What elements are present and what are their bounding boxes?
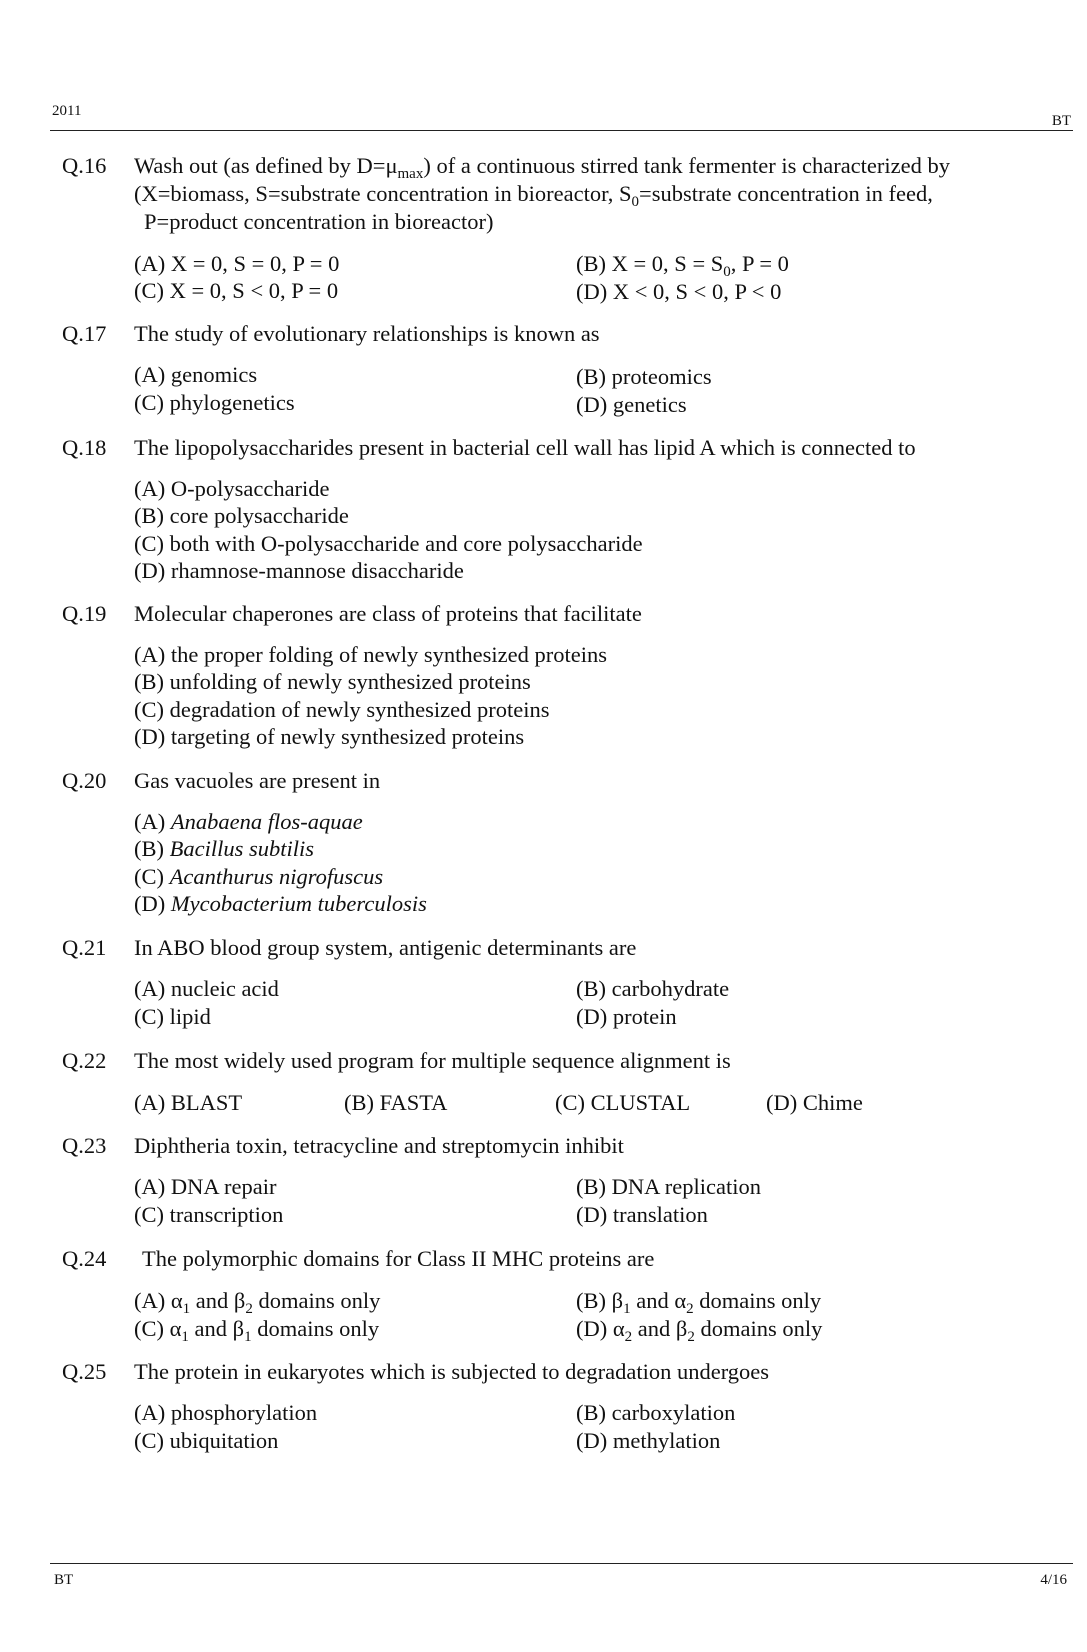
header-rule <box>50 130 1073 131</box>
option-c: (C) phylogenetics <box>134 390 295 415</box>
species-name: Anabaena flos-aquae <box>170 809 363 834</box>
question-number: Q.23 <box>62 1133 107 1158</box>
text-part: (B) X = 0, S = S <box>576 251 724 276</box>
option-c: (C) X = 0, S < 0, P = 0 <box>134 278 339 303</box>
question-text: The polymorphic domains for Class II MHC proteins are <box>142 1246 655 1271</box>
option-b: (B) carbohydrate <box>576 976 730 1001</box>
question-text: The protein in eukaryotes which is subjected to degradation undergoes <box>134 1359 770 1384</box>
option-d: (D) rhamnose-mannose disaccharide <box>134 558 464 583</box>
text-part: domains only <box>694 1316 823 1341</box>
species-name: Acanthurus nigrofuscus <box>169 864 384 889</box>
text-part: domains only <box>693 1288 822 1313</box>
question-number: Q.20 <box>62 768 107 793</box>
option-d: (D) X < 0, S < 0, P < 0 <box>576 279 782 304</box>
page-number: 4/16 <box>1040 1572 1067 1588</box>
option-a: (A) O-polysaccharide <box>134 476 330 501</box>
option-a: (A) nucleic acid <box>134 976 279 1001</box>
text-part: (A) α <box>134 1288 183 1313</box>
option-d: (D) Chime <box>766 1090 863 1115</box>
subscript: 2 <box>245 1301 253 1317</box>
question-number: Q.16 <box>62 153 107 178</box>
text-part: and β <box>190 1288 246 1313</box>
text-part: (X=biomass, S=substrate concentration in bioreactor, S <box>134 181 632 206</box>
option-d: (D) methylation <box>576 1428 721 1453</box>
subscript: 2 <box>624 1329 633 1345</box>
footer-rule <box>50 1563 1073 1564</box>
text-part: ) of a continuous stirred tank fermenter is characterized by <box>423 153 950 178</box>
question-number: Q.19 <box>62 601 107 626</box>
question-number: Q.22 <box>62 1048 107 1073</box>
option-a: (A) X = 0, S = 0, P = 0 <box>134 251 340 276</box>
question-text: In ABO blood group system, antigenic determinants are <box>134 935 637 960</box>
option-label: (A) <box>134 809 171 834</box>
header-code: BT <box>1051 113 1071 129</box>
text-part: Wash out (as defined by D=μ <box>134 153 398 178</box>
option-a: (A) the proper folding of newly synthesized proteins <box>134 642 608 667</box>
text-part: and β <box>188 1316 245 1341</box>
subscript: max <box>397 166 424 182</box>
species-name: Bacillus subtilis <box>169 836 315 861</box>
subscript: 1 <box>181 1329 189 1345</box>
text-part: (D) α <box>576 1316 625 1341</box>
option-b: (B) proteomics <box>576 364 712 389</box>
subscript: 0 <box>723 264 731 280</box>
header-year: 2011 <box>52 103 82 119</box>
option-label: (B) <box>134 836 170 861</box>
question-number: Q.25 <box>62 1359 107 1384</box>
option-c: (C) ubiquitation <box>134 1428 279 1453</box>
footer-code: BT <box>54 1572 74 1588</box>
text-part: domains only <box>252 1288 381 1313</box>
option-a: (A) DNA repair <box>134 1174 277 1199</box>
option-d: (D) genetics <box>576 392 687 417</box>
option-d <box>576 1315 822 1343</box>
text-part: domains only <box>251 1316 380 1341</box>
subscript: 2 <box>686 1301 694 1317</box>
option-b: (B) FASTA <box>344 1090 448 1115</box>
option-a <box>134 1287 380 1315</box>
option-c: (C) CLUSTAL <box>555 1090 691 1115</box>
question-text: The most widely used program for multiple sequence alignment is <box>134 1048 731 1073</box>
text-part: (C) α <box>134 1316 182 1341</box>
option-a <box>134 808 363 836</box>
subscript: 0 <box>631 194 639 210</box>
question-number: Q.17 <box>62 321 107 346</box>
option-c: (C) lipid <box>134 1004 211 1029</box>
option-b: (B) core polysaccharide <box>134 503 349 528</box>
species-name: Mycobacterium tuberculosis <box>170 891 427 916</box>
question-number: Q.18 <box>62 435 107 460</box>
subscript: 1 <box>244 1329 252 1345</box>
option-c <box>134 863 383 891</box>
option-a: (A) phosphorylation <box>134 1400 318 1425</box>
question-number: Q.24 <box>62 1246 107 1271</box>
text-part: (B) β <box>576 1288 624 1313</box>
option-c: (C) transcription <box>134 1202 284 1227</box>
text-part: =substrate concentration in feed, <box>639 181 933 206</box>
text-part: and α <box>630 1288 687 1313</box>
option-b <box>576 250 789 278</box>
text-part: , P = 0 <box>730 251 789 276</box>
option-a: (A) genomics <box>134 362 258 387</box>
option-b: (B) carboxylation <box>576 1400 736 1425</box>
option-d: (D) protein <box>576 1004 677 1029</box>
option-c <box>134 1315 379 1343</box>
option-b <box>134 835 314 863</box>
question-number: Q.21 <box>62 935 107 960</box>
option-d <box>134 890 427 918</box>
subscript: 1 <box>182 1301 191 1317</box>
option-c: (C) degradation of newly synthesized proteins <box>134 697 550 722</box>
question-text <box>134 152 1064 236</box>
option-d: (D) translation <box>576 1202 708 1227</box>
question-text: The study of evolutionary relationships is known as <box>134 321 600 346</box>
option-d: (D) targeting of newly synthesized proteins <box>134 724 525 749</box>
option-a: (A) BLAST <box>134 1090 243 1115</box>
option-c: (C) both with O-polysaccharide and core polysaccharide <box>134 531 643 556</box>
option-label: (D) <box>134 891 171 916</box>
question-text: Gas vacuoles are present in <box>134 768 381 793</box>
question-text: Molecular chaperones are class of proteins that facilitate <box>134 601 642 626</box>
subscript: 2 <box>687 1329 695 1345</box>
option-b <box>576 1287 821 1315</box>
text-part: and β <box>632 1316 688 1341</box>
option-b: (B) DNA replication <box>576 1174 761 1199</box>
question-text: Diphtheria toxin, tetracycline and streptomycin inhibit <box>134 1133 624 1158</box>
question-text: The lipopolysaccharides present in bacterial cell wall has lipid A which is connected to <box>134 435 916 460</box>
text-part: P=product concentration in bioreactor) <box>144 209 494 234</box>
option-b: (B) unfolding of newly synthesized proteins <box>134 669 531 694</box>
subscript: 1 <box>623 1301 631 1317</box>
option-label: (C) <box>134 864 170 889</box>
